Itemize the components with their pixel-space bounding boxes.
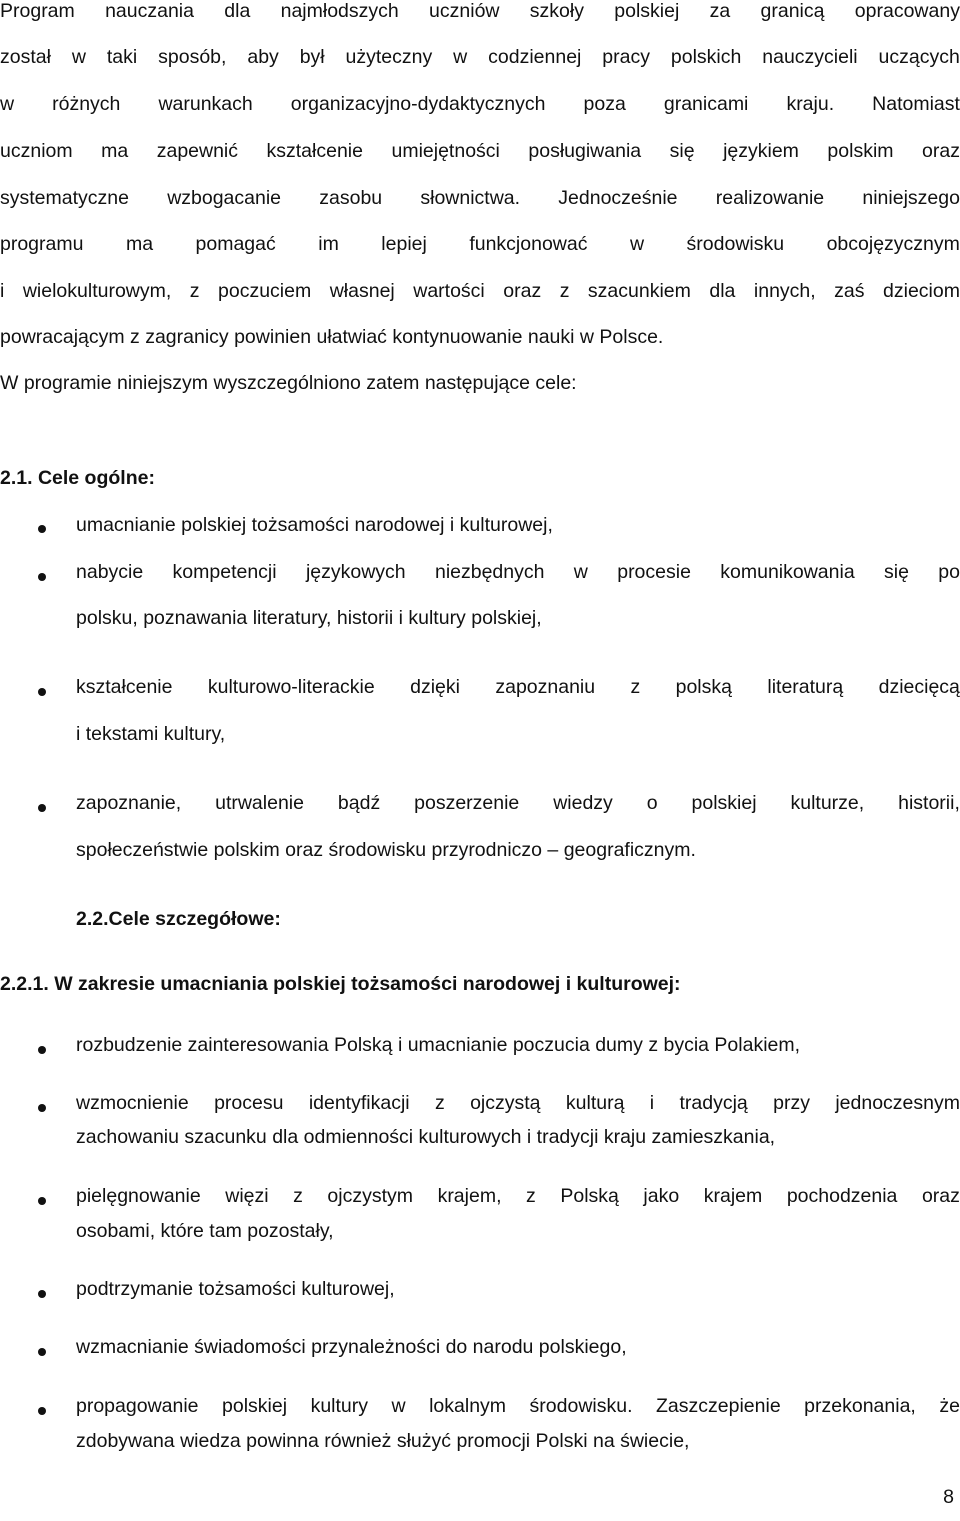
bullet-icon — [38, 1290, 46, 1298]
intro-line-9: W programie niniejszym wyszczególniono zatem następujące cele: — [0, 372, 577, 394]
list-item-general-3-line-2: i tekstami kultury, — [76, 723, 226, 745]
intro-line-8: powracającym z zagranicy powinien ułatwiać kontynuowanie nauki w Polsce. — [0, 326, 664, 348]
list-item-general-1: umacnianie polskiej tożsamości narodowej i kulturowej, — [76, 514, 553, 536]
list-item-general-4-line-1: zapoznanie, utrwalenie bądź poszerzenie wiedzy o polskiej kulturze, historii, — [76, 792, 960, 814]
list-item-general-3-line-1: kształcenie kulturowo-literackie dzięki zapoznaniu z polską literaturą dziecięcą — [76, 676, 960, 698]
intro-line-1: Program nauczania dla najmłodszych uczniów szkoły polskiej za granicą opracowany — [0, 0, 960, 22]
intro-line-7: i wielokulturowym, z poczuciem własnej wartości oraz z szacunkiem dla innych, zaś dzieciom — [0, 280, 960, 302]
list-item-general-2-line-1: nabycie kompetencji językowych niezbędnych w procesie komunikowania się po — [76, 561, 960, 583]
list-item-identity-6-line-2: zdobywana wiedza powinna również służyć promocji Polski na świecie, — [76, 1430, 690, 1452]
bullet-icon — [38, 688, 46, 696]
list-item-identity-5: wzmacnianie świadomości przynależności do narodu polskiego, — [76, 1336, 627, 1358]
intro-line-3: w różnych warunkach organizacyjno-dydaktycznych poza granicami kraju. Natomiast — [0, 93, 960, 115]
intro-line-5: systematyczne wzbogacanie zasobu słownictwa. Jednocześnie realizowanie niniejszego — [0, 187, 960, 209]
bullet-icon — [38, 1348, 46, 1356]
list-item-identity-4: podtrzymanie tożsamości kulturowej, — [76, 1278, 395, 1300]
list-item-general-2-line-2: polsku, poznawania literatury, historii i kultury polskiej, — [76, 607, 542, 629]
list-item-identity-2-line-2: zachowaniu szacunku dla odmienności kulturowych i tradycji kraju zamieszkania, — [76, 1126, 776, 1148]
section-heading-general: 2.1. Cele ogólne: — [0, 467, 155, 489]
bullet-icon — [38, 573, 46, 581]
section-heading-detailed: 2.2.Cele szczegółowe: — [76, 908, 281, 930]
bullet-icon — [38, 1197, 46, 1205]
intro-line-4: uczniom ma zapewnić kształcenie umiejętności posługiwania się językiem polskim oraz — [0, 140, 960, 162]
bullet-icon — [38, 525, 46, 533]
section-heading-identity: 2.2.1. W zakresie umacniania polskiej tożsamości narodowej i kulturowej: — [0, 973, 681, 995]
list-item-identity-3-line-2: osobami, które tam pozostały, — [76, 1220, 334, 1242]
list-item-general-4-line-2: społeczeństwie polskim oraz środowisku przyrodniczo – geograficznym. — [76, 839, 696, 861]
list-item-identity-6-line-1: propagowanie polskiej kultury w lokalnym środowisku. Zaszczepienie przekonania, że — [76, 1395, 960, 1417]
list-item-identity-3-line-1: pielęgnowanie więzi z ojczystym krajem, z Polską jako krajem pochodzenia oraz — [76, 1185, 960, 1207]
bullet-icon — [38, 1046, 46, 1054]
list-item-identity-2-line-1: wzmocnienie procesu identyfikacji z ojczystą kulturą i tradycją przy jednoczesnym — [76, 1092, 960, 1114]
list-item-identity-1: rozbudzenie zainteresowania Polską i umacnianie poczucia dumy z bycia Polakiem, — [76, 1034, 801, 1056]
intro-line-6: programu ma pomagać im lepiej funkcjonować w środowisku obcojęzycznym — [0, 233, 960, 255]
bullet-icon — [38, 804, 46, 812]
bullet-icon — [38, 1104, 46, 1112]
bullet-icon — [38, 1407, 46, 1415]
intro-line-2: został w taki sposób, aby był użyteczny w codziennej pracy polskich nauczycieli uczących — [0, 46, 960, 68]
page-number: 8 — [943, 1486, 954, 1508]
